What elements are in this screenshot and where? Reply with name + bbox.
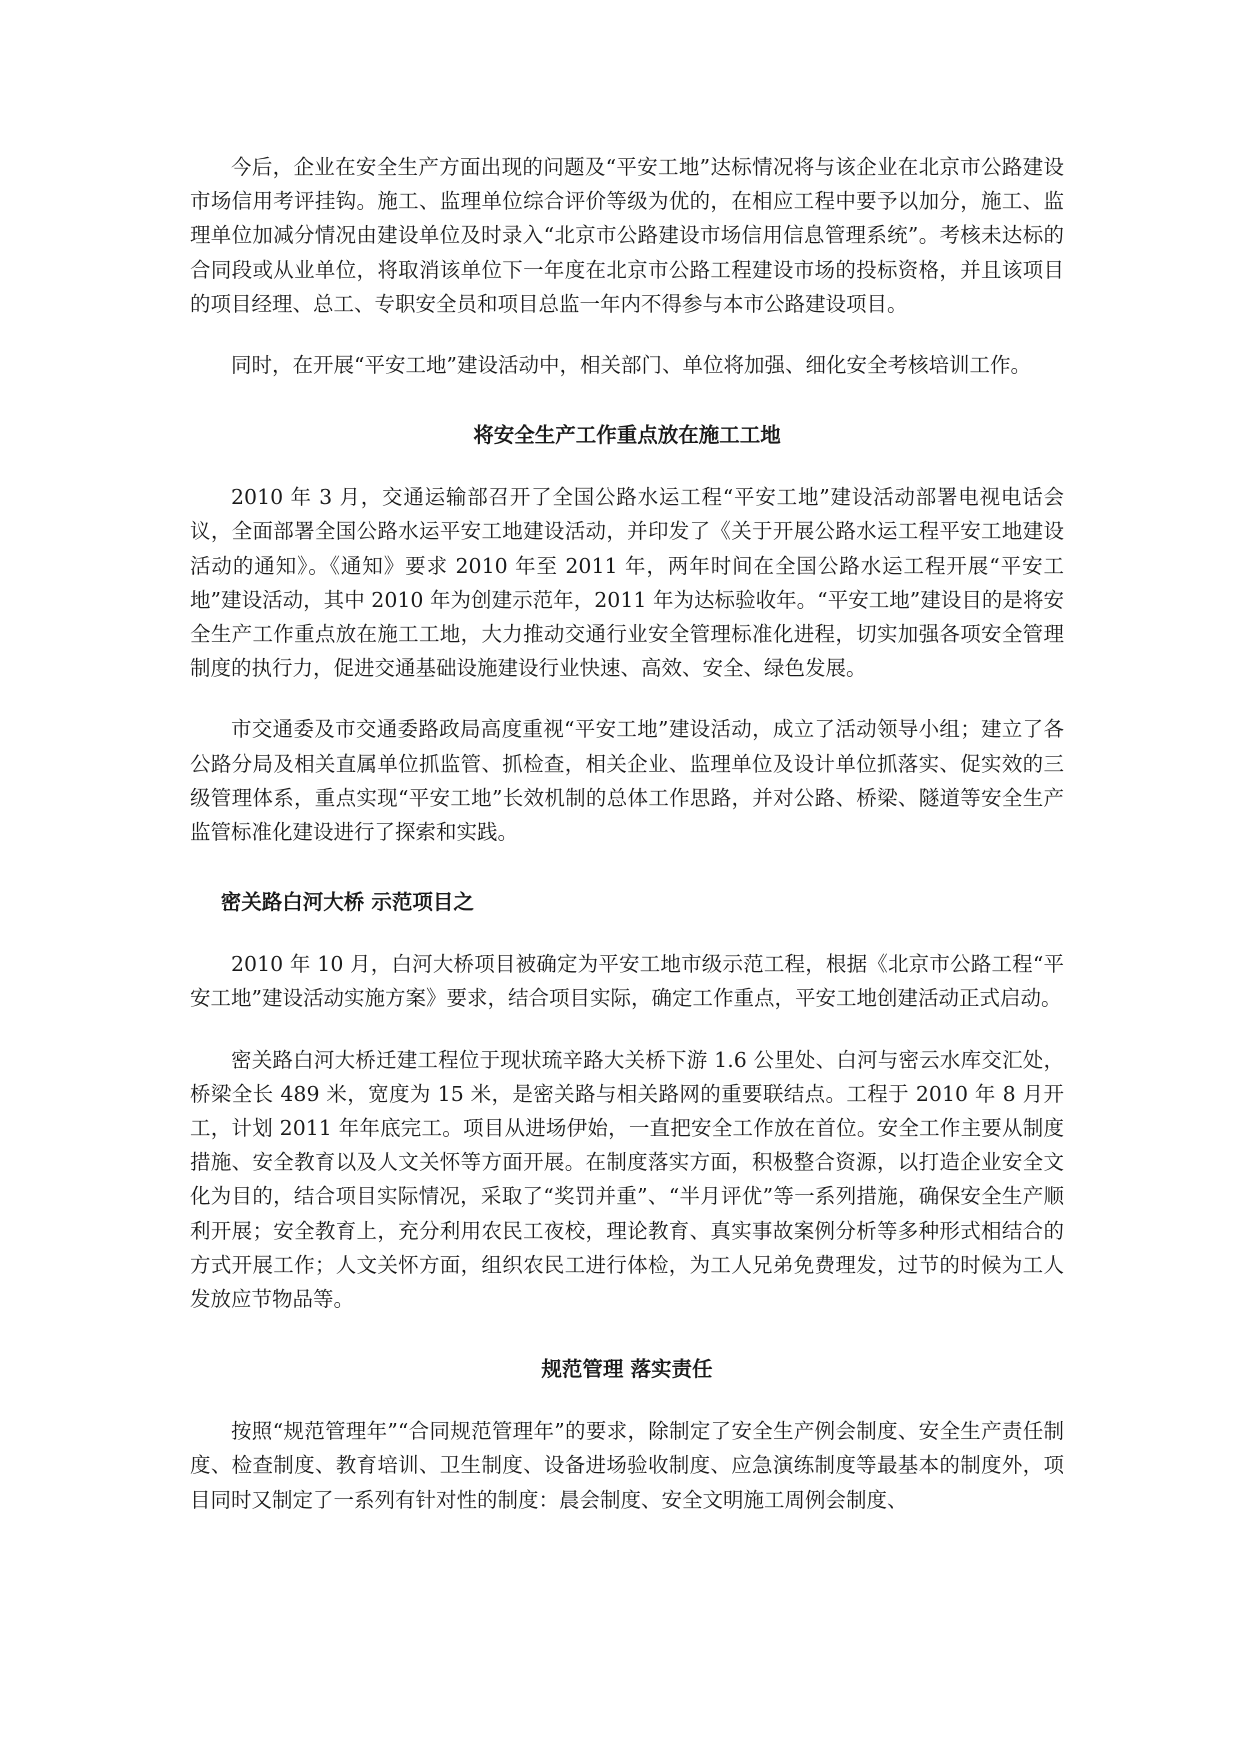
- paragraph-management-year: 按照“规范管理年”“合同规范管理年”的要求，除制定了安全生产例会制度、安全生产责任制度、检查制度、教育培训、卫生制度、设备进场验收制度、应急演练制度等最基本的制度外，项目同时又制定了一系列有针对性的制度：晨会制度、安全文明施工周例会制度、: [190, 1419, 1064, 1512]
- section-heading-baihe-bridge: 密关路白河大桥 示范项目之: [220, 890, 474, 915]
- section-heading-standard-management: 规范管理 落实责任: [541, 1357, 713, 1382]
- paragraph-safety-training: 同时，在开展“平安工地”建设活动中，相关部门、单位将加强、细化安全考核培训工作。: [231, 353, 1031, 378]
- paragraph-municipal-commission: 市交通委及市交通委路政局高度重视“平安工地”建设活动，成立了活动领导小组；建立了各公路分局及相关直属单位抓监管、抓检查，相关企业、监理单位及设计单位抓落实、促实效的三级管理体系，重点实现“平安工地”长效机制的总体工作思路，并对公路、桥梁、隧道等安全生产监管标准化建设进行了探索和实践。: [190, 717, 1064, 845]
- paragraph-credit-evaluation: 今后，企业在安全生产方面出现的问题及“平安工地”达标情况将与该企业在北京市公路建设市场信用考评挂钩。施工、监理单位综合评价等级为优的，在相应工程中要予以加分，施工、监理单位加减分情况由建设单位及时录入“北京市公路建设市场信用信息管理系统”。考核未达标的合同段或从业单位，将取消该单位下一年度在北京市公路工程建设市场的投标资格，并且该项目的项目经理、总工、专职安全员和项目总监一年内不得参与本市公路建设项目。: [190, 155, 1064, 316]
- paragraph-demonstration-project: 2010 年 10 月，白河大桥项目被确定为平安工地市级示范工程，根据《北京市公路工程“平安工地”建设活动实施方案》要求，结合项目实际，确定工作重点，平安工地创建活动正式启动。: [190, 952, 1064, 1011]
- section-heading-construction-site: 将安全生产工作重点放在施工工地: [473, 423, 781, 448]
- paragraph-bridge-relocation: 密关路白河大桥迁建工程位于现状琉辛路大关桥下游 1.6 公里处、白河与密云水库交汇处，桥梁全长 489 米，宽度为 15 米，是密关路与相关路网的重要联结点。工程于 2010 年 8 月开工，计划 2011 年年底完工。项目从进场伊始，一直把安全工作放在首位。安全工作主要从制度措施、安全教育以及人文关怀等方面开展。在制度落实方面，积极整合资源，以打造企业安全文化为目的，结合项目实际情况，采取了“奖罚并重”、“半月评优”等一系列措施，确保安全生产顺利开展；安全教育上，充分利用农民工夜校，理论教育、真实事故案例分析等多种形式相结合的方式开展工作；人文关怀方面，组织农民工进行体检，为工人兄弟免费理发，过节的时候为工人发放应节物品等。: [190, 1047, 1064, 1312]
- paragraph-ministry-meeting: 2010 年 3 月，交通运输部召开了全国公路水运工程“平安工地”建设活动部署电视电话会议，全面部署全国公路水运平安工地建设活动，并印发了《关于开展公路水运工程平安工地建设活动的通知》。《通知》要求 2010 年至 2011 年，两年时间在全国公路水运工程开展“平安工地”建设活动，其中 2010 年为创建示范年，2011 年为达标验收年。“平安工地”建设目的是将安全生产工作重点放在施工工地，大力推动交通行业安全管理标准化进程，切实加强各项安全管理制度的执行力，促进交通基础设施建设行业快速、高效、安全、绿色发展。: [190, 485, 1064, 681]
